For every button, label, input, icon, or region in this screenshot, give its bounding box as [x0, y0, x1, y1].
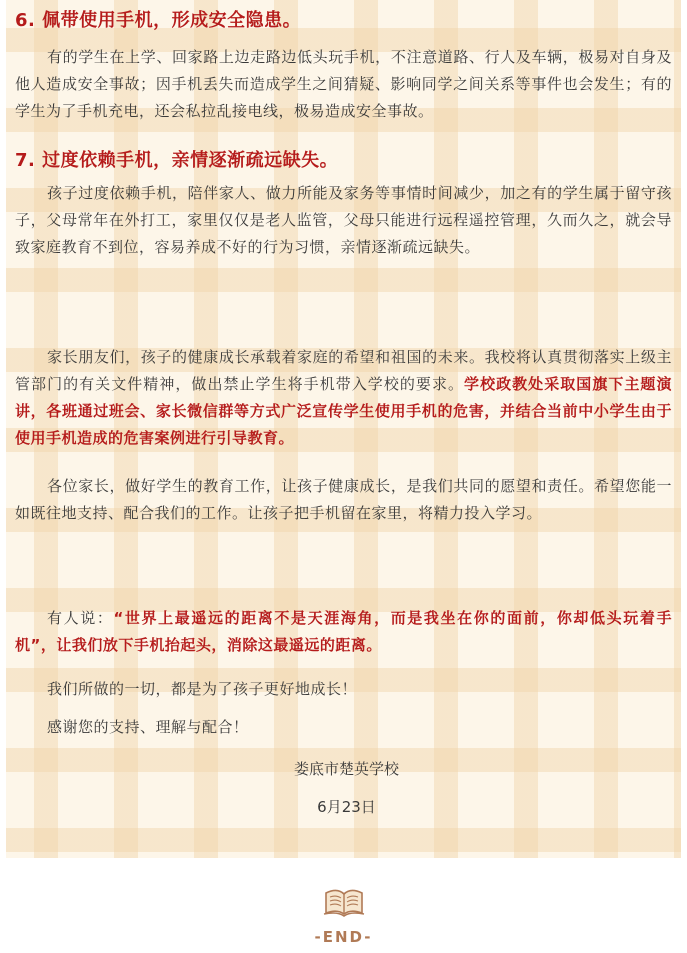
section7-body: 孩子过度依赖手机，陪伴家人、做力所能及家务等事情时间减少，加之有的学生属于留守孩子，父母常年在外打工，家里仅仅是老人监管，父母只能进行远程遥控管理，久而久之，就会导致家庭教育不到位，容易养成不好的行为习惯，亲情逐渐疏远缺失。 — [15, 184, 672, 256]
school-signature: 娄底市楚英学校 — [293, 760, 399, 778]
end-label: -END- — [314, 928, 373, 946]
signature-date: 6月23日 — [317, 798, 376, 816]
section7-heading: 7. 过度依赖手机，亲情逐渐疏远缺失。 — [15, 150, 339, 171]
closing-line1: 我们所做的一切，都是为了孩子更好地成长！ — [47, 680, 358, 698]
parents-body-plain: 家长朋友们，孩子的健康成长承载着家庭的希望和祖国的未来。我校将认真贯彻落实上级主管部门的有关文件精神，做出禁止学生将手机带入学校的要求。 — [15, 348, 672, 393]
section6-heading: 6. 佩带使用手机，形成安全隐患。 — [15, 10, 302, 31]
closing-line2: 感谢您的支持、理解与配合！ — [47, 718, 249, 736]
responsibility-paragraph: 各位家长，做好学生的教育工作，让孩子健康成长，是我们共同的愿望和责任。希望您能一如既往地支持、配合我们的工作。让孩子把手机留在家里，将精力投入学习。 — [15, 477, 672, 522]
parents-paragraph — [15, 344, 672, 452]
quote-paragraph — [15, 605, 672, 659]
open-book-icon — [322, 885, 366, 923]
quote-prefix: 有人说： — [47, 609, 114, 627]
parents-body-bold: 学校政教处采取国旗下主题演讲，各班通过班会、家长微信群等方式广泛宣传学生使用手机的危害，并结合当前中小学生由于使用手机造成的危害案例进行引导教育。 — [15, 375, 672, 447]
quote-text: “世界上最遥远的距离不是天涯海角，而是我坐在你的面前，你却低头玩着手机”，让我们放下手机抬起头，消除这最遥远的距离。 — [15, 609, 672, 654]
section6-body: 有的学生在上学、回家路上边走路边低头玩手机，不注意道路、行人及车辆，极易对自身及他人造成安全事故；因手机丢失而造成学生之间猜疑、影响同学之间关系等事件也会发生；有的学生为了手机充电，还会私拉乱接电线，极易造成安全事故。 — [15, 48, 672, 120]
